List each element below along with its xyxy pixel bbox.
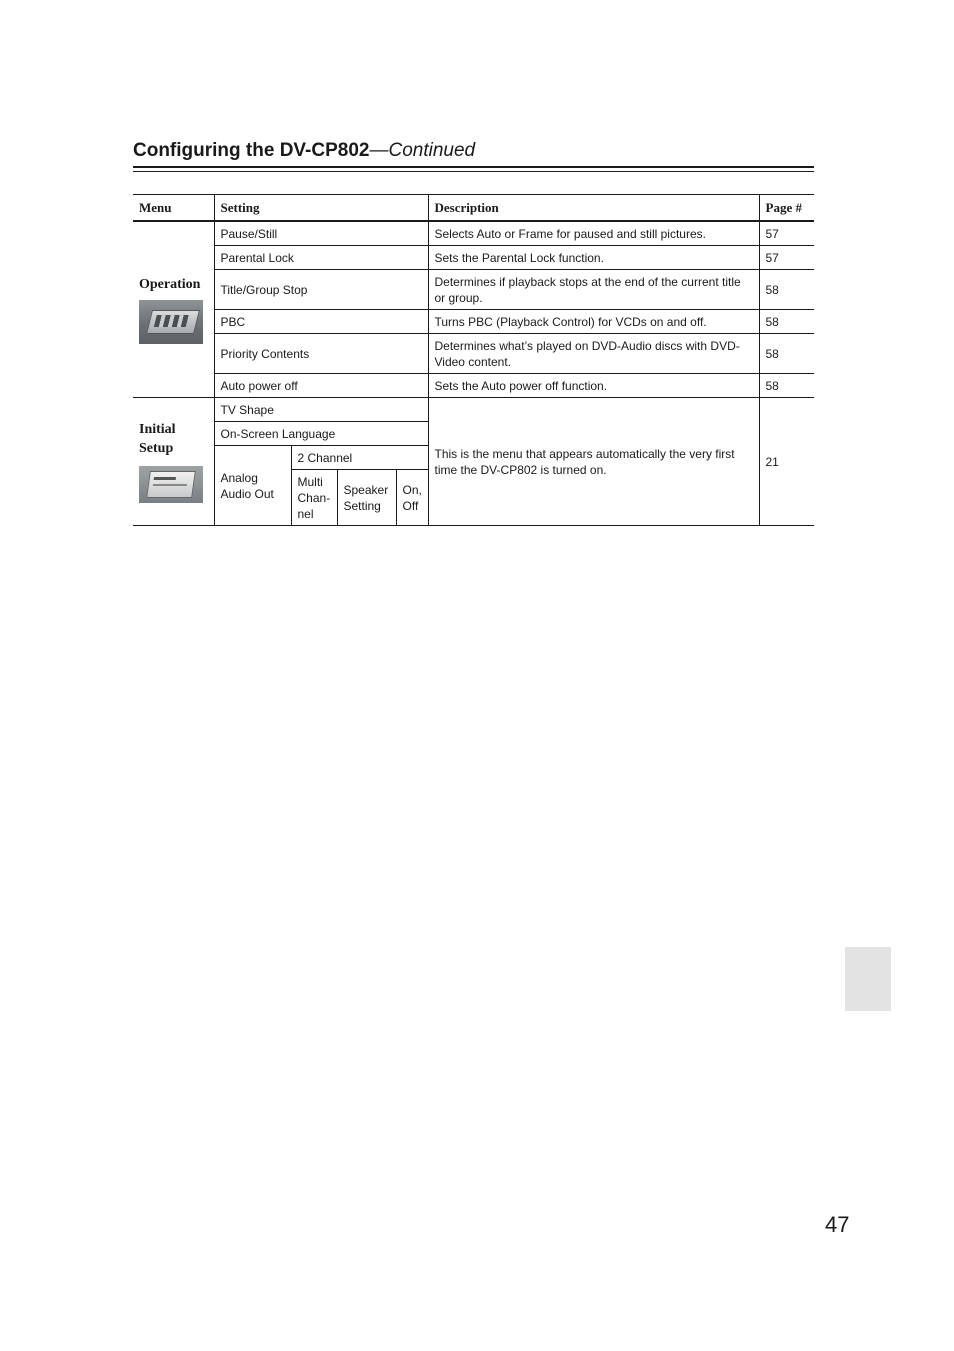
page-cell: 58 bbox=[759, 334, 814, 374]
table-header-row bbox=[133, 195, 814, 222]
description-cell: Sets the Auto power off function. bbox=[428, 374, 759, 398]
column-header-page: Page # bbox=[759, 195, 814, 222]
table-row bbox=[133, 398, 814, 422]
operation-menu-image bbox=[139, 300, 203, 344]
table-row bbox=[133, 374, 814, 398]
setting-cell: Parental Lock bbox=[214, 246, 428, 270]
column-header-description: Description bbox=[428, 195, 759, 222]
menu-cell-operation bbox=[133, 221, 214, 398]
section-heading bbox=[133, 140, 475, 162]
page-cell: 58 bbox=[759, 310, 814, 334]
page-number: 47 bbox=[825, 1212, 850, 1237]
column-header-menu: Menu bbox=[133, 195, 214, 222]
page-cell: 57 bbox=[759, 246, 814, 270]
menu-cell-initial-setup bbox=[133, 398, 214, 526]
setting-cell: PBC bbox=[214, 310, 428, 334]
initial-setup-menu-image bbox=[139, 466, 203, 503]
menu-label-operation: Operation bbox=[139, 277, 201, 292]
setting-cell-osd-language: On-Screen Language bbox=[214, 422, 428, 446]
setting-cell: Auto power off bbox=[214, 374, 428, 398]
page-cell: 58 bbox=[759, 270, 814, 310]
settings-table bbox=[133, 194, 814, 526]
section-side-tab bbox=[845, 947, 891, 1011]
setting-cell: Priority Contents bbox=[214, 334, 428, 374]
table-row bbox=[133, 334, 814, 374]
setting-cell-on-off: On, Off bbox=[396, 470, 428, 526]
heading-rule-thin bbox=[133, 171, 814, 172]
setting-cell: Title/Group Stop bbox=[214, 270, 428, 310]
setting-cell: Pause/Still bbox=[214, 221, 428, 246]
setting-cell-speaker-setting: Speaker Setting bbox=[337, 470, 396, 526]
heading-continued: —Continued bbox=[369, 140, 476, 161]
setting-cell-multi-channel: Multi Chan-nel bbox=[291, 470, 337, 526]
heading-title: Configuring the DV-CP802 bbox=[133, 140, 370, 161]
page-cell-initial-setup: 21 bbox=[759, 398, 814, 526]
description-cell: Sets the Parental Lock function. bbox=[428, 246, 759, 270]
table-row bbox=[133, 310, 814, 334]
setting-cell-2-channel: 2 Channel bbox=[291, 446, 428, 470]
description-cell-initial-setup: This is the menu that appears automatically the very first time the DV-CP802 is turned on. bbox=[428, 398, 759, 526]
menu-label-initial-setup: Initial Setup bbox=[139, 422, 176, 456]
heading-rule-thick bbox=[133, 166, 814, 168]
table-row bbox=[133, 221, 814, 246]
setting-cell-analog-audio-out: Analog Audio Out bbox=[214, 446, 291, 526]
description-cell: Selects Auto or Frame for paused and still pictures. bbox=[428, 221, 759, 246]
page-cell: 57 bbox=[759, 221, 814, 246]
table-row bbox=[133, 270, 814, 310]
column-header-setting: Setting bbox=[214, 195, 428, 222]
page-cell: 58 bbox=[759, 374, 814, 398]
setting-cell-tv-shape: TV Shape bbox=[214, 398, 428, 422]
description-cell: Determines what’s played on DVD-Audio discs with DVD-Video content. bbox=[428, 334, 759, 374]
description-cell: Turns PBC (Playback Control) for VCDs on and off. bbox=[428, 310, 759, 334]
table-row bbox=[133, 246, 814, 270]
description-cell: Determines if playback stops at the end of the current title or group. bbox=[428, 270, 759, 310]
